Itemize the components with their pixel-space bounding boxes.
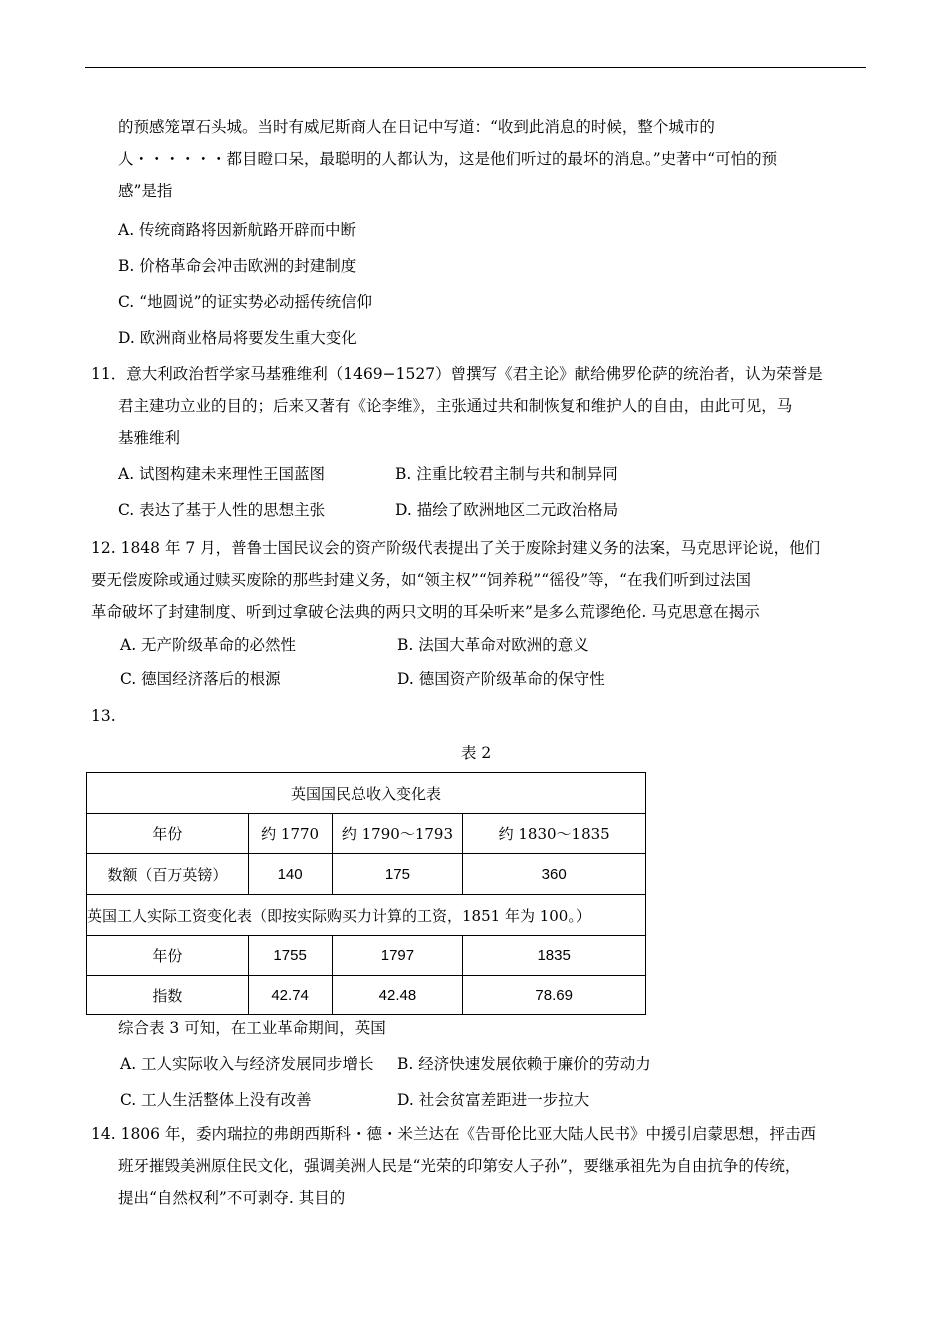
q14-stem-line-1: 14. 1806 年，委内瑞拉的弗朗西斯科・德・米兰达在《告哥伦比亚大陆人民书》中援引启蒙思想，抨击西	[91, 1125, 816, 1143]
year-cell: 1755	[248, 936, 332, 976]
amount-header: 数额（百万英镑）	[87, 854, 249, 895]
year-cell: 约 1790～1793	[332, 814, 463, 854]
q12-option-d[interactable]: D. 德国资产阶级革命的保守性	[397, 670, 605, 688]
table-row	[87, 773, 646, 814]
q11-option-a[interactable]: A. 试图构建未来理性王国蓝图	[118, 465, 326, 483]
table-row	[87, 854, 646, 895]
table-row	[87, 936, 646, 976]
q11-option-d[interactable]: D. 描绘了欧洲地区二元政治格局	[395, 501, 619, 519]
year-header: 年份	[87, 814, 249, 854]
q12-stem-line-2: 要无偿废除或通过赎买废除的那些封建义务，如“领主权”“饲养税”“徭役”等，“在我们听到过法国	[91, 571, 751, 589]
q11-stem-line-1: 11．意大利政治哲学家马基雅维利（1469−1527）曾撰写《君主论》献给佛罗伦萨的统治者，认为荣誉是	[91, 365, 823, 383]
index-header: 指数	[87, 976, 249, 1015]
header-rule	[85, 67, 866, 68]
year-cell: 约 1830～1835	[463, 814, 646, 854]
q10-option-a[interactable]: A. 传统商路将因新航路开辟而中断	[118, 221, 357, 239]
q10-stem-line-2: 人・・・・・・都目瞪口呆，最聪明的人都认为，这是他们听过的最坏的消息。”史著中“可怕的预	[118, 150, 778, 168]
year-cell: 1835	[463, 936, 646, 976]
table-row	[87, 895, 646, 936]
table-caption: 表 2	[461, 744, 492, 762]
q13-option-a[interactable]: A. 工人实际收入与经济发展同步增长	[120, 1055, 374, 1073]
q11-stem-line-3: 基雅维利	[118, 429, 181, 447]
q10-stem-line-1: 的预感笼罩石头城。当时有威尼斯商人在日记中写道：“收到此消息的时候，整个城市的	[118, 118, 715, 136]
q13-option-c[interactable]: C. 工人生活整体上没有改善	[120, 1091, 312, 1109]
income-table-title: 英国国民总收入变化表	[87, 773, 646, 814]
q12-option-c[interactable]: C. 德国经济落后的根源	[120, 670, 281, 688]
amount-cell: 360	[463, 854, 646, 895]
index-cell: 42.48	[332, 976, 463, 1015]
q10-option-c[interactable]: C. “地圆说”的证实势必动摇传统信仰	[118, 293, 373, 311]
q10-option-d[interactable]: D. 欧洲商业格局将要发生重大变化	[118, 329, 357, 347]
year-header: 年份	[87, 936, 249, 976]
q10-stem-line-3: 感”是指	[118, 182, 173, 200]
q14-stem-line-3: 提出“自然权利”不可剥夺. 其目的	[118, 1189, 346, 1207]
q12-option-a[interactable]: A. 无产阶级革命的必然性	[120, 636, 297, 654]
q13-option-b[interactable]: B. 经济快速发展依赖于廉价的劳动力	[397, 1055, 651, 1073]
amount-cell: 175	[332, 854, 463, 895]
table-row	[87, 976, 646, 1015]
q13-number: 13.	[91, 707, 116, 725]
index-cell: 78.69	[463, 976, 646, 1015]
q11-option-b[interactable]: B. 注重比较君主制与共和制异同	[395, 465, 618, 483]
amount-cell: 140	[248, 854, 332, 895]
q14-stem-line-2: 班牙摧毁美洲原住民文化，强调美洲人民是“光荣的印第安人子孙”，要继承祖先为自由抗争的传统，	[118, 1157, 801, 1175]
q13-option-d[interactable]: D. 社会贫富差距进一步拉大	[397, 1091, 590, 1109]
q12-stem-line-1: 12. 1848 年 7 月，普鲁士国民议会的资产阶级代表提出了关于废除封建义务的法案，马克思评论说，他们	[91, 539, 821, 557]
q12-stem-line-3: 革命破坏了封建制度、听到过拿破仑法典的两只文明的耳朵听来”是多么荒谬绝伦. 马克思意在揭示	[91, 603, 760, 621]
income-wage-table	[86, 772, 646, 1015]
q10-option-b[interactable]: B. 价格革命会冲击欧洲的封建制度	[118, 257, 357, 275]
q13-stem: 综合表 3 可知，在工业革命期间，英国	[118, 1019, 386, 1037]
wage-table-title: 英国工人实际工资变化表（即按实际购买力计算的工资，1851 年为 100。）	[87, 895, 646, 936]
year-cell: 约 1770	[248, 814, 332, 854]
table-row	[87, 814, 646, 854]
index-cell: 42.74	[248, 976, 332, 1015]
q11-stem-line-2: 君主建功立业的目的；后来又著有《论李维》，主张通过共和制恢复和维护人的自由，由此可见，马	[118, 397, 793, 415]
year-cell: 1797	[332, 936, 463, 976]
q11-option-c[interactable]: C. 表达了基于人性的思想主张	[118, 501, 326, 519]
q12-option-b[interactable]: B. 法国大革命对欧洲的意义	[397, 636, 589, 654]
